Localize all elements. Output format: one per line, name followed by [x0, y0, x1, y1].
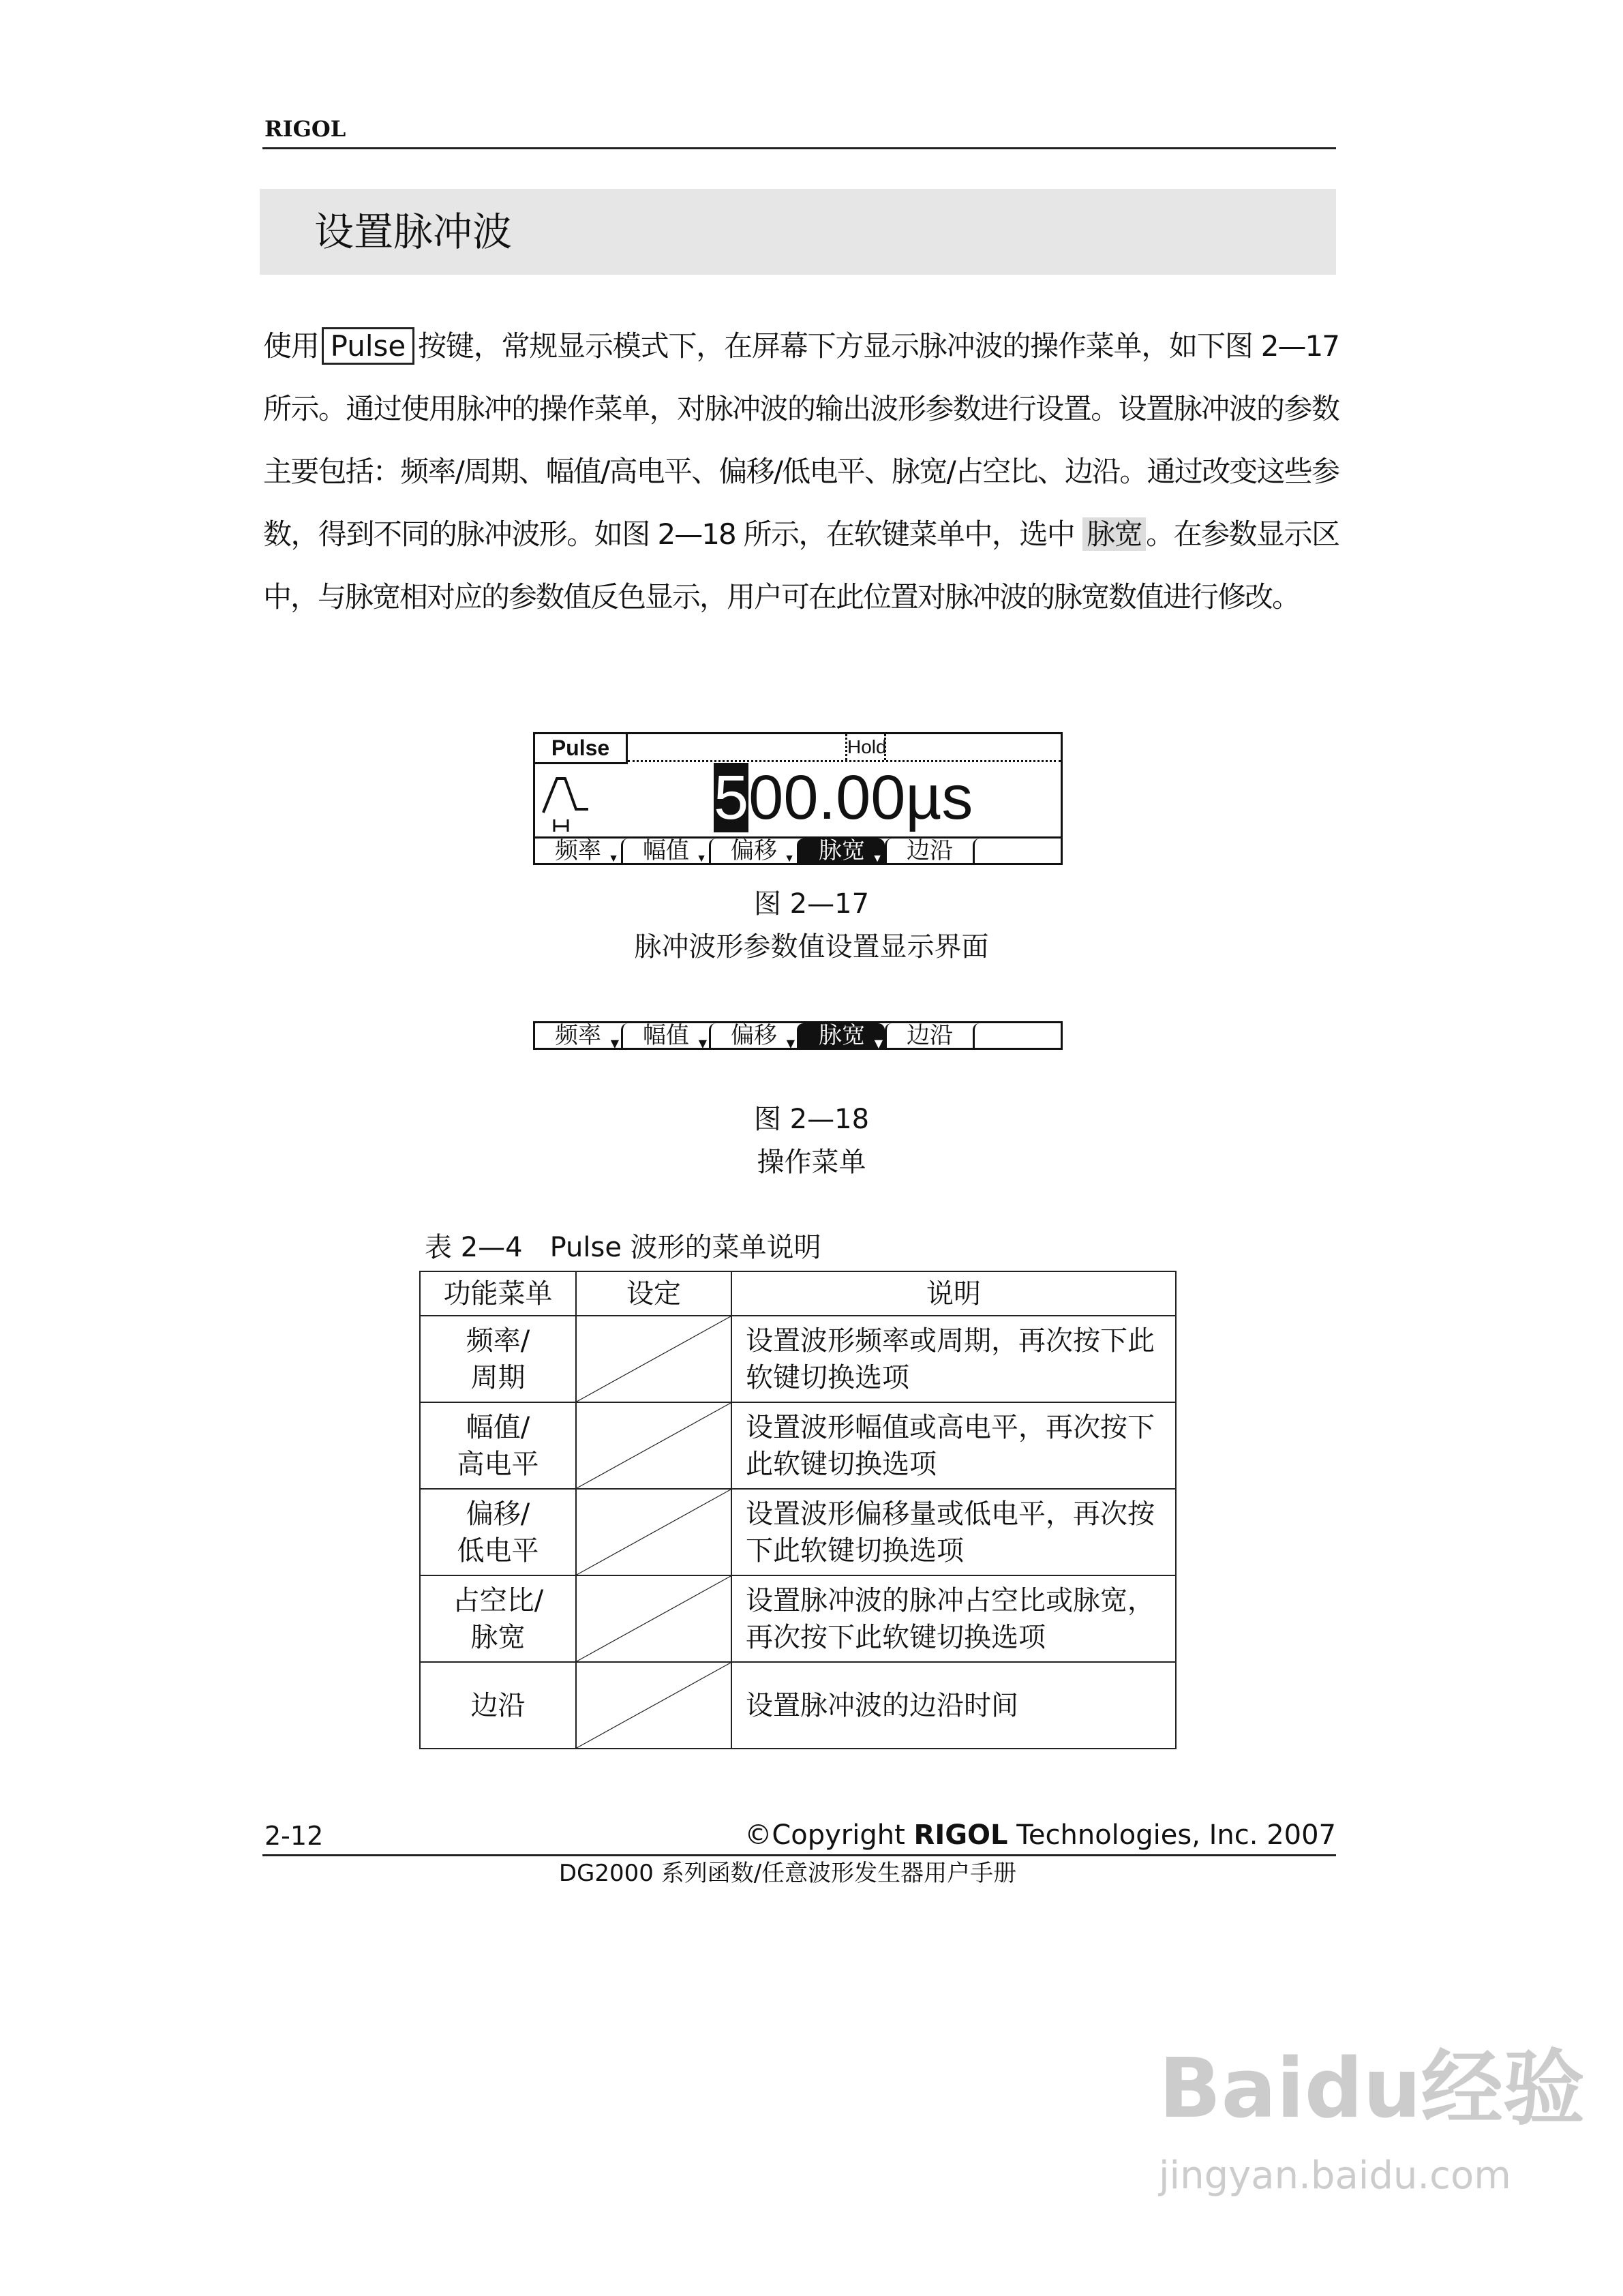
page-number: 2-12 [264, 1821, 324, 1851]
diagonal-slash [577, 1316, 731, 1402]
body-paragraph [263, 315, 1339, 629]
softkey-edge[interactable]: 边沿 [885, 839, 973, 863]
text: 按键，常规显示模式下，在屏幕下方显示脉冲波的操作菜单，如下图 2—17 所示。通过使用脉冲的操作菜单，对脉冲波的输出波形参数进行设置。设置脉冲波的参数主要包括：频率/周期、幅值/高电平、偏移/低电平、脉宽/占空比、边沿。通过改变这些参数，得到不同的脉冲波形。如图 2—18 所示，在软键菜单中，选中 [263, 329, 1339, 551]
hold-status: Hold [845, 734, 886, 760]
diagonal-slash [577, 1490, 731, 1575]
table-row [420, 1402, 1176, 1489]
menu-cell: 幅值/ 高电平 [420, 1402, 576, 1489]
status-line [628, 760, 1061, 762]
arrow-down-icon: ▼ [872, 853, 883, 864]
value-rest: 00.00µs [748, 763, 973, 832]
section-title: 设置脉冲波 [314, 209, 513, 255]
description-cell: 设置脉冲波的脉冲占空比或脉宽，再次按下此软键切换选项 [731, 1575, 1176, 1662]
header-rule [262, 147, 1336, 149]
setting-cell [576, 1662, 731, 1749]
watermark-logo: Baidu经验 [1159, 2042, 1585, 2136]
arrow-down-icon: ▼ [786, 1037, 795, 1050]
figure-label: 图 2—17 [753, 888, 870, 920]
menu-cell: 占空比/ 脉宽 [420, 1575, 576, 1662]
softkey-ampl[interactable]: 幅值 ▼ [621, 1023, 709, 1048]
menu-cell: 边沿 [420, 1662, 576, 1749]
table-row [420, 1662, 1176, 1749]
arrow-down-icon: ▼ [608, 853, 619, 864]
diagonal-slash [577, 1403, 731, 1488]
description-cell: 设置波形频率或周期，再次按下此软键切换选项 [731, 1316, 1176, 1402]
arrow-down-icon: ▼ [698, 1037, 707, 1050]
softkey-freq[interactable]: 频率 ▼ [555, 838, 619, 864]
manual-title: DG2000 系列函数/任意波形发生器用户手册 [558, 1860, 1017, 1887]
menu-cell: 频率/ 周期 [420, 1316, 576, 1402]
arrow-down-icon: ▼ [874, 1037, 883, 1050]
brand-header: RIGOL [264, 116, 346, 142]
softkey-empty[interactable] [973, 1023, 1061, 1048]
footer-rule [262, 1854, 1336, 1856]
parameter-value [714, 764, 973, 831]
pulse-wave-icon [542, 772, 596, 833]
softkey-offset[interactable]: 偏移 ▼ [709, 839, 797, 863]
arrow-down-icon: ▼ [784, 853, 795, 864]
table-caption: 表 2—4 Pulse 波形的菜单说明 [425, 1232, 821, 1263]
col-header: 功能菜单 [420, 1271, 576, 1316]
softkey-edge[interactable]: 边沿 [885, 1023, 973, 1048]
description-cell: 设置波形偏移量或低电平，再次按下此软键切换选项 [731, 1489, 1176, 1575]
table-row [420, 1489, 1176, 1575]
figure-label: 图 2—18 [753, 1104, 870, 1135]
description-cell: 设置波形幅值或高电平，再次按下此软键切换选项 [731, 1402, 1176, 1489]
device-screen [533, 732, 1063, 865]
figure-caption: 脉冲波形参数值设置显示界面 [634, 931, 989, 963]
setting-cell [576, 1402, 731, 1489]
softkey-label: 脉宽 [1082, 517, 1146, 551]
table-row [420, 1316, 1176, 1402]
arrow-down-icon: ▼ [610, 1037, 619, 1050]
softkey-offset[interactable]: 偏移 ▼ [709, 1023, 797, 1048]
diagonal-slash [577, 1576, 731, 1661]
mode-label: Pulse [535, 734, 628, 764]
col-header: 说明 [731, 1271, 1176, 1316]
softkey-width[interactable]: 脉宽 ▼ [797, 839, 885, 863]
setting-cell [576, 1316, 731, 1402]
diagonal-slash [577, 1663, 731, 1748]
softkey-empty[interactable] [973, 839, 1061, 863]
setting-cell [576, 1575, 731, 1662]
description-cell: 设置脉冲波的边沿时间 [731, 1662, 1176, 1749]
setting-cell [576, 1489, 731, 1575]
watermark-url: jingyan.baidu.com [1159, 2154, 1511, 2198]
copyright: ©Copyright RIGOL Technologies, Inc. 2007 [744, 1819, 1336, 1851]
softkey-ampl[interactable]: 幅值 ▼ [621, 839, 709, 863]
softkey-menu-figure [533, 1021, 1063, 1050]
figure-caption: 操作菜单 [757, 1147, 866, 1178]
menu-cell: 偏移/ 低电平 [420, 1489, 576, 1575]
pulse-key-label: Pulse [322, 327, 415, 365]
arrow-down-icon: ▼ [696, 853, 707, 864]
menu-table [419, 1271, 1177, 1749]
softkey-menu [533, 836, 1063, 865]
text: 。在参数显示区中，与脉宽相对应的参数值反色显示，用户可在此位置对脉冲波的脉宽数值进行修改。 [263, 517, 1339, 614]
cursor-digit: 5 [714, 763, 749, 832]
text: 使用 [263, 329, 319, 363]
softkey-width[interactable]: 脉宽 ▼ [797, 1023, 885, 1048]
table-row [420, 1575, 1176, 1662]
col-header: 设定 [576, 1271, 731, 1316]
softkey-freq[interactable]: 频率 ▼ [555, 1022, 619, 1050]
